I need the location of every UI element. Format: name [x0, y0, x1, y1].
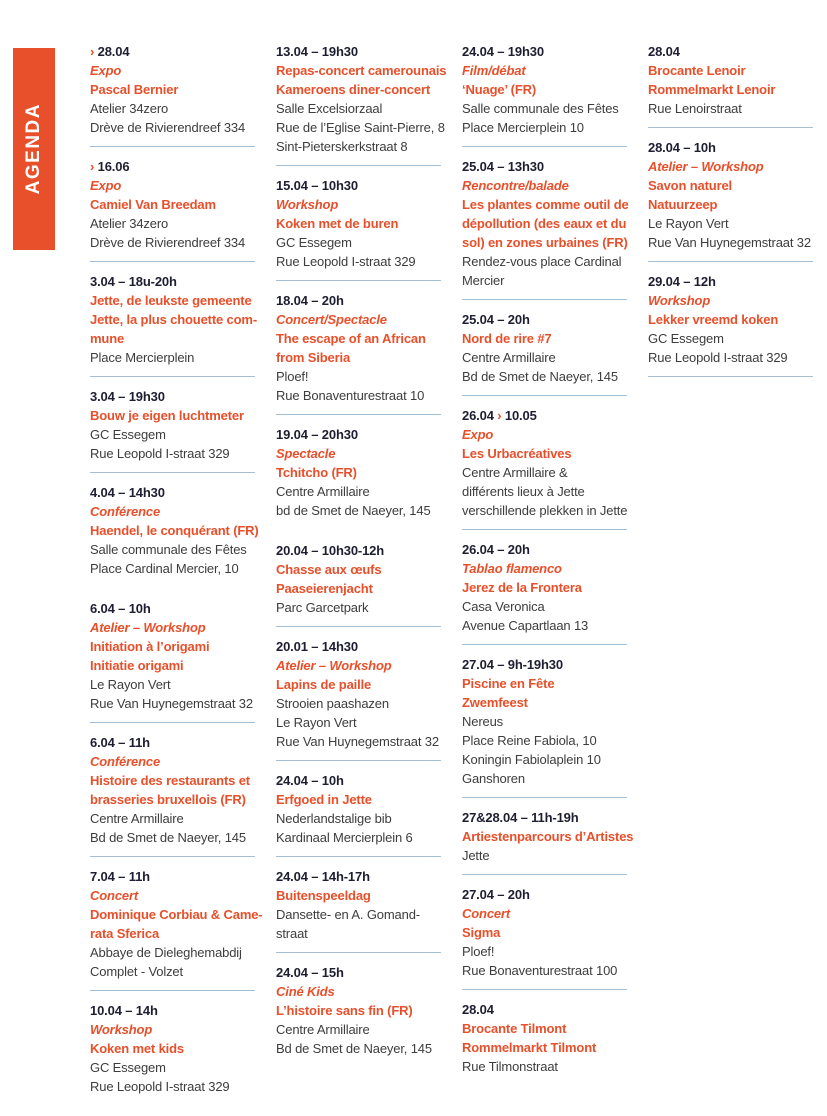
agenda-entry	[462, 1000, 627, 1076]
agenda-column-4	[648, 42, 813, 387]
agenda-entry	[90, 733, 255, 847]
entry-category: Conférence	[90, 752, 255, 771]
agenda-entry	[462, 655, 627, 788]
entry-title: L’histoire sans fin (FR)	[276, 1001, 441, 1020]
entry-title: mune	[90, 329, 255, 348]
entry-category: Spectacle	[276, 444, 441, 463]
agenda-entry	[276, 176, 441, 271]
entry-spacer	[90, 578, 255, 599]
entry-divider	[90, 990, 255, 991]
entry-detail: Place Mercierplein 10	[462, 118, 627, 137]
entry-divider	[276, 280, 441, 281]
entry-detail: Place Reine Fabiola, 10	[462, 731, 627, 750]
entry-detail: Casa Veronica	[462, 597, 627, 616]
agenda-columns	[90, 42, 813, 1116]
entry-divider	[90, 261, 255, 262]
agenda-entry	[462, 310, 627, 386]
entry-title: Brocante Tilmont	[462, 1019, 627, 1038]
entry-date: 29.04 – 12h	[648, 272, 813, 291]
entry-detail: Bd de Smet de Naeyer, 145	[462, 367, 627, 386]
entry-title: Sigma	[462, 923, 627, 942]
entry-detail: Bd de Smet de Naeyer, 145	[276, 1039, 441, 1058]
entry-title: Koken met kids	[90, 1039, 255, 1058]
entry-date: 24.04 – 10h	[276, 771, 441, 790]
entry-divider	[462, 797, 627, 798]
entry-category: Atelier – Workshop	[90, 618, 255, 637]
entry-category: Tablao flamenco	[462, 559, 627, 578]
entry-title: Jerez de la Frontera	[462, 578, 627, 597]
agenda-entry	[276, 291, 441, 405]
agenda-column-1	[90, 42, 255, 1116]
entry-divider	[462, 529, 627, 530]
entry-divider	[648, 261, 813, 262]
entry-detail: Rue Leopold I-straat 329	[648, 348, 813, 367]
entry-detail: Nederlandstalige bib	[276, 809, 441, 828]
entry-detail: Centre Armillaire	[276, 1020, 441, 1039]
agenda-entry	[276, 541, 441, 617]
agenda-entry	[462, 885, 627, 980]
entry-title: Zwemfeest	[462, 693, 627, 712]
entry-detail: Salle communale des Fêtes	[90, 540, 255, 559]
entry-title: Kameroens diner-concert	[276, 80, 441, 99]
entry-title: Initiatie origami	[90, 656, 255, 675]
entry-detail: Sint-Pieterskerkstraat 8	[276, 137, 441, 156]
entry-title: Tchitcho (FR)	[276, 463, 441, 482]
entry-title: from Siberia	[276, 348, 441, 367]
entry-detail: Centre Armillaire &	[462, 463, 627, 482]
entry-detail: Jette	[462, 846, 627, 865]
entry-title: Bouw je eigen luchtmeter	[90, 406, 255, 425]
entry-divider	[462, 299, 627, 300]
entry-date: 28.04	[648, 42, 813, 61]
entry-date: › 28.04	[90, 42, 255, 61]
entry-category: Film/débat	[462, 61, 627, 80]
entry-detail: Kardinaal Mercierplein 6	[276, 828, 441, 847]
agenda-entry	[648, 272, 813, 367]
agenda-entry	[276, 425, 441, 520]
entry-date: 18.04 – 20h	[276, 291, 441, 310]
entry-spacer	[462, 1076, 627, 1097]
entry-title: Rommelmarkt Tilmont	[462, 1038, 627, 1057]
entry-category: Workshop	[276, 195, 441, 214]
entry-category: Atelier – Workshop	[648, 157, 813, 176]
entry-date: 15.04 – 10h30	[276, 176, 441, 195]
entry-detail: Complet - Volzet	[90, 962, 255, 981]
entry-title: Dominique Corbiau & Came-	[90, 905, 255, 924]
entry-detail: GC Essegem	[276, 233, 441, 252]
entry-detail: Salle communale des Fêtes	[462, 99, 627, 118]
entry-date: 24.04 – 15h	[276, 963, 441, 982]
entry-title: Lekker vreemd koken	[648, 310, 813, 329]
entry-detail: Le Rayon Vert	[90, 675, 255, 694]
agenda-entry	[462, 42, 627, 137]
entry-title: ‘Nuage’ (FR)	[462, 80, 627, 99]
entry-date: 6.04 – 10h	[90, 599, 255, 618]
entry-divider	[648, 127, 813, 128]
entry-date: 3.04 – 18u-20h	[90, 272, 255, 291]
entry-spacer	[276, 520, 441, 541]
entry-category: Concert/Spectacle	[276, 310, 441, 329]
entry-detail: Rue de l’Eglise Saint-Pierre, 8	[276, 118, 441, 137]
entry-category: Workshop	[648, 291, 813, 310]
entry-detail: Place Mercierplein	[90, 348, 255, 367]
entry-title: Rommelmarkt Lenoir	[648, 80, 813, 99]
entry-title: Chasse aux œufs	[276, 560, 441, 579]
agenda-column-2	[276, 42, 441, 1078]
entry-detail: Ploef!	[276, 367, 441, 386]
entry-date: 4.04 – 14h30	[90, 483, 255, 502]
agenda-entry	[90, 867, 255, 981]
entry-detail: Rue Leopold I-straat 329	[276, 252, 441, 271]
entry-title: Natuurzeep	[648, 195, 813, 214]
agenda-entry	[462, 808, 627, 865]
entry-detail: GC Essegem	[90, 425, 255, 444]
entry-detail: Rue Lenoirstraat	[648, 99, 813, 118]
entry-detail: Centre Armillaire	[90, 809, 255, 828]
entry-category: Concert	[462, 904, 627, 923]
entry-date: 26.04 – 20h	[462, 540, 627, 559]
entry-category: Atelier – Workshop	[276, 656, 441, 675]
entry-date: 27.04 – 20h	[462, 885, 627, 904]
entry-title: Les plantes comme outil de	[462, 195, 627, 214]
entry-divider	[90, 722, 255, 723]
agenda-entry	[276, 637, 441, 751]
entry-title: Les Urbacréatives	[462, 444, 627, 463]
entry-detail: bd de Smet de Naeyer, 145	[276, 501, 441, 520]
entry-title: Camiel Van Breedam	[90, 195, 255, 214]
entry-category: Expo	[90, 176, 255, 195]
entry-detail: Rue Tilmonstraat	[462, 1057, 627, 1076]
agenda-entry	[276, 963, 441, 1058]
entry-detail: GC Essegem	[90, 1058, 255, 1077]
entry-spacer	[276, 1058, 441, 1079]
entry-detail: Rue Van Huynegemstraat 32	[648, 233, 813, 252]
agenda-entry	[648, 42, 813, 118]
entry-date: 24.04 – 14h-17h	[276, 867, 441, 886]
entry-title: Lapins de paille	[276, 675, 441, 694]
entry-category: Conférence	[90, 502, 255, 521]
entry-date: 25.04 – 20h	[462, 310, 627, 329]
entry-divider	[276, 165, 441, 166]
entry-date: 19.04 – 20h30	[276, 425, 441, 444]
entry-divider	[648, 376, 813, 377]
entry-divider	[462, 989, 627, 990]
agenda-section-label: AGENDA	[23, 103, 45, 194]
entry-divider	[462, 874, 627, 875]
entry-title: Jette, la plus chouette com-	[90, 310, 255, 329]
entry-title: Pascal Bernier	[90, 80, 255, 99]
agenda-entry	[90, 157, 255, 252]
entry-date: 27&28.04 – 11h-19h	[462, 808, 627, 827]
entry-category: Rencontre/balade	[462, 176, 627, 195]
entry-title: Nord de rire #7	[462, 329, 627, 348]
entry-detail: Rue Bonaventurestraat 10	[276, 386, 441, 405]
entry-title: Repas-concert camerounais	[276, 61, 441, 80]
entry-date: 20.01 – 14h30	[276, 637, 441, 656]
entry-detail: GC Essegem	[648, 329, 813, 348]
entry-detail: Dansette- en A. Gomand-	[276, 905, 441, 924]
entry-title: Haendel, le conquérant (FR)	[90, 521, 255, 540]
entry-detail: Centre Armillaire	[462, 348, 627, 367]
entry-detail: Bd de Smet de Naeyer, 145	[90, 828, 255, 847]
entry-detail: Le Rayon Vert	[276, 713, 441, 732]
entry-detail: différents lieux à Jette	[462, 482, 627, 501]
entry-divider	[462, 644, 627, 645]
entry-date: › 16.06	[90, 157, 255, 176]
entry-title: Koken met de buren	[276, 214, 441, 233]
entry-detail: Rue Bonaventurestraat 100	[462, 961, 627, 980]
entry-detail: Avenue Capartlaan 13	[462, 616, 627, 635]
entry-detail: Rue Leopold I-straat 329	[90, 1077, 255, 1096]
agenda-entry	[90, 42, 255, 137]
entry-detail: Ganshoren	[462, 769, 627, 788]
chevron-right-icon: ›	[90, 159, 94, 174]
entry-date: 3.04 – 19h30	[90, 387, 255, 406]
entry-divider	[276, 952, 441, 953]
entry-divider	[90, 376, 255, 377]
entry-detail: Drève de Rivierendreef 334	[90, 118, 255, 137]
chevron-right-icon: ›	[497, 408, 501, 423]
entry-divider	[462, 146, 627, 147]
agenda-column-3	[462, 42, 627, 1097]
entry-date: 26.04 › 10.05	[462, 406, 627, 425]
entry-detail: Rue Van Huynegemstraat 32	[90, 694, 255, 713]
entry-title: Brocante Lenoir	[648, 61, 813, 80]
entry-title: Histoire des restaurants et	[90, 771, 255, 790]
entry-title: dépollution (des eaux et du	[462, 214, 627, 233]
entry-detail: Rue Van Huynegemstraat 32	[276, 732, 441, 751]
entry-detail: Koningin Fabiolaplein 10	[462, 750, 627, 769]
entry-detail: Le Rayon Vert	[648, 214, 813, 233]
entry-title: rata Sferica	[90, 924, 255, 943]
entry-detail: Abbaye de Dieleghemabdij	[90, 943, 255, 962]
entry-detail: straat	[276, 924, 441, 943]
entry-date: 20.04 – 10h30-12h	[276, 541, 441, 560]
entry-detail: Nereus	[462, 712, 627, 731]
entry-title: Piscine en Fête	[462, 674, 627, 693]
entry-divider	[90, 856, 255, 857]
agenda-entry	[90, 1001, 255, 1096]
entry-title: The escape of an African	[276, 329, 441, 348]
entry-detail: Parc Garcetpark	[276, 598, 441, 617]
entry-title: Paaseierenjacht	[276, 579, 441, 598]
entry-title: Buitenspeeldag	[276, 886, 441, 905]
agenda-entry	[462, 406, 627, 520]
entry-detail: Rue Leopold I-straat 329	[90, 444, 255, 463]
entry-divider	[462, 395, 627, 396]
entry-date: 7.04 – 11h	[90, 867, 255, 886]
entry-title: sol) en zones urbaines (FR)	[462, 233, 627, 252]
entry-detail: Centre Armillaire	[276, 482, 441, 501]
agenda-entry	[90, 483, 255, 578]
entry-detail: Ploef!	[462, 942, 627, 961]
agenda-entry	[276, 42, 441, 156]
entry-title: brasseries bruxellois (FR)	[90, 790, 255, 809]
entry-date: 13.04 – 19h30	[276, 42, 441, 61]
entry-detail: Mercier	[462, 271, 627, 290]
entry-title: Erfgoed in Jette	[276, 790, 441, 809]
agenda-entry	[90, 599, 255, 713]
entry-title: Initiation à l’origami	[90, 637, 255, 656]
entry-title: Savon naturel	[648, 176, 813, 195]
entry-category: Expo	[90, 61, 255, 80]
entry-title: Jette, de leukste gemeente	[90, 291, 255, 310]
entry-category: Ciné Kids	[276, 982, 441, 1001]
entry-divider	[90, 472, 255, 473]
entry-divider	[276, 626, 441, 627]
entry-detail: Strooien paashazen	[276, 694, 441, 713]
entry-date: 10.04 – 14h	[90, 1001, 255, 1020]
entry-category: Concert	[90, 886, 255, 905]
entry-detail: Rendez-vous place Cardinal	[462, 252, 627, 271]
entry-spacer	[90, 1096, 255, 1116]
entry-date: 27.04 – 9h-19h30	[462, 655, 627, 674]
entry-detail: Atelier 34zero	[90, 214, 255, 233]
entry-detail: Drève de Rivierendreef 334	[90, 233, 255, 252]
entry-date: 24.04 – 19h30	[462, 42, 627, 61]
entry-date: 6.04 – 11h	[90, 733, 255, 752]
entry-divider	[90, 146, 255, 147]
agenda-section-tab	[13, 48, 55, 250]
entry-detail: Place Cardinal Mercier, 10	[90, 559, 255, 578]
agenda-entry	[276, 867, 441, 943]
agenda-entry	[462, 157, 627, 290]
entry-detail: Salle Excelsiorzaal	[276, 99, 441, 118]
entry-detail: verschillende plekken in Jette	[462, 501, 627, 520]
agenda-entry	[462, 540, 627, 635]
entry-divider	[276, 414, 441, 415]
entry-category: Workshop	[90, 1020, 255, 1039]
entry-category: Expo	[462, 425, 627, 444]
agenda-entry	[90, 387, 255, 463]
entry-divider	[276, 856, 441, 857]
agenda-entry	[276, 771, 441, 847]
agenda-entry	[648, 138, 813, 252]
entry-divider	[276, 760, 441, 761]
entry-date: 25.04 – 13h30	[462, 157, 627, 176]
entry-date: 28.04	[462, 1000, 627, 1019]
agenda-entry	[90, 272, 255, 367]
entry-detail: Atelier 34zero	[90, 99, 255, 118]
entry-title: Artiestenparcours d’Artistes	[462, 827, 627, 846]
chevron-right-icon: ›	[90, 44, 94, 59]
entry-date: 28.04 – 10h	[648, 138, 813, 157]
